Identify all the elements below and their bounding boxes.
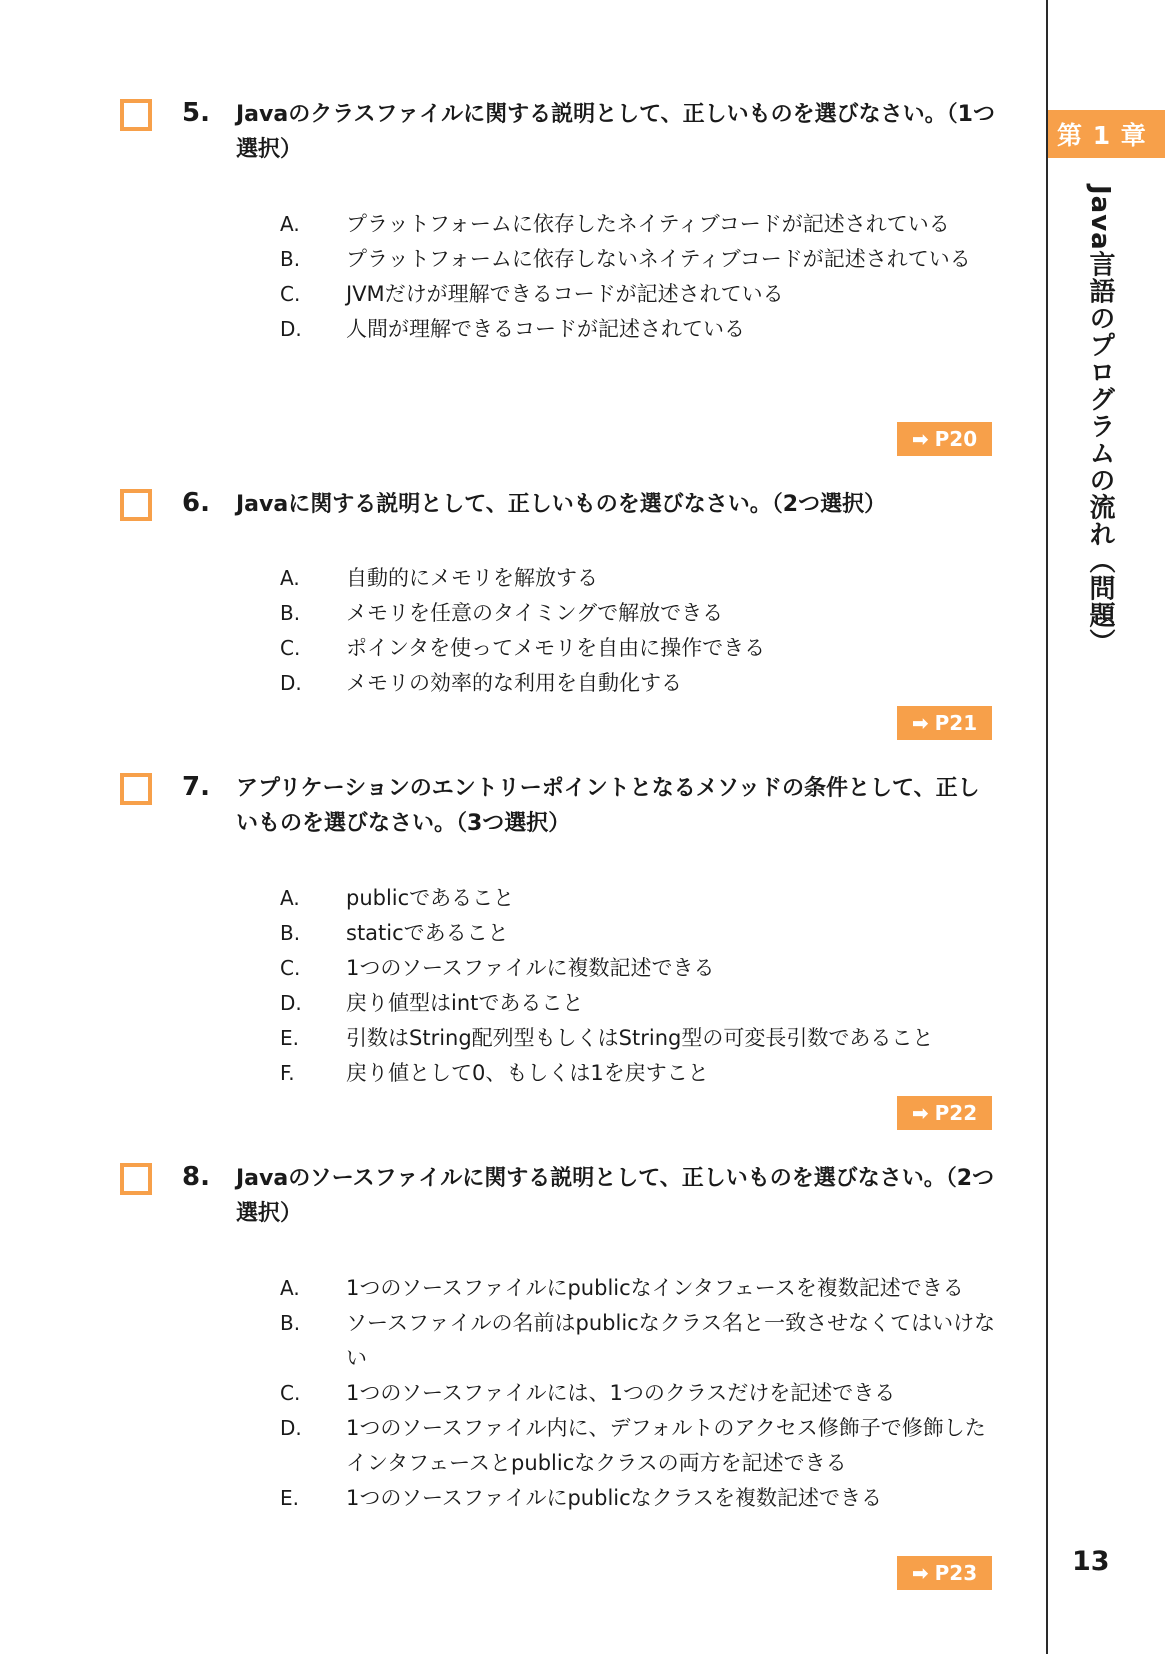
option-text: JVMだけが理解できるコードが記述されている [346, 282, 784, 306]
question-checkbox[interactable] [120, 773, 152, 805]
option-item [0, 916, 1000, 951]
option-item [0, 596, 1000, 631]
option-letter: D. [280, 1416, 302, 1440]
option-text: 1つのソースファイルに複数記述できる [346, 956, 715, 980]
page-reference-link[interactable] [897, 422, 992, 456]
option-text: メモリを任意のタイミングで解放できる [346, 601, 724, 625]
question-text: Javaに関する説明として、正しいものを選びなさい。（2つ選択） [236, 492, 887, 517]
option-letter: C. [280, 956, 301, 980]
option-text: 自動的にメモリを解放する [346, 566, 598, 590]
page-reference-link[interactable] [897, 1556, 992, 1590]
option-letter: A. [280, 212, 300, 236]
right-arrow-icon: ➡ [911, 1101, 929, 1125]
option-letter: D. [280, 671, 302, 695]
option-letter: B. [280, 247, 301, 271]
question-number: 7. [182, 772, 210, 802]
option-item [0, 242, 1000, 277]
option-letter: C. [280, 636, 301, 660]
option-letter: A. [280, 1276, 300, 1300]
option-text: 引数はString配列型もしくはString型の可変長引数であること [346, 1026, 934, 1050]
question-number: 5. [182, 98, 210, 128]
option-text: 戻り値型はintであること [346, 991, 584, 1015]
option-text: ソースファイルの名前はpublicなクラス名と一致させなくてはいけない [346, 1311, 996, 1370]
option-letter: A. [280, 886, 300, 910]
option-text: 1つのソースファイル内に、デフォルトのアクセス修飾子で修飾したインタフェースとpublicなクラスの両方を記述できる [346, 1416, 986, 1475]
option-text: 戻り値として0、もしくは1を戻すこと [346, 1061, 709, 1085]
question-checkbox[interactable] [120, 1163, 152, 1195]
page-reference-label: P22 [934, 1101, 978, 1125]
option-letter: C. [280, 282, 301, 306]
option-letter: B. [280, 1311, 301, 1335]
option-text: 1つのソースファイルにpublicなクラスを複数記述できる [346, 1486, 883, 1510]
option-list [0, 561, 1000, 701]
option-item [0, 666, 1000, 701]
option-item [0, 631, 1000, 666]
option-text: プラットフォームに依存しないネイティブコードが記述されている [346, 247, 971, 271]
option-item [0, 277, 1000, 312]
option-text: プラットフォームに依存したネイティブコードが記述されている [346, 212, 950, 236]
page-reference-label: P21 [934, 711, 978, 735]
option-text: staticであること [346, 921, 509, 945]
page-reference-label: P20 [934, 427, 978, 451]
option-text: 人間が理解できるコードが記述されている [346, 317, 745, 341]
option-text: 1つのソースファイルには、1つのクラスだけを記述できる [346, 1381, 896, 1405]
right-arrow-icon: ➡ [911, 427, 929, 451]
option-text: publicであること [346, 886, 515, 910]
option-item [0, 881, 1000, 916]
option-list [0, 881, 1000, 1091]
page-reference-link[interactable] [897, 706, 992, 740]
chapter-title: Java言語のプログラムの流れ（問題） [1085, 185, 1115, 656]
option-letter: A. [280, 566, 300, 590]
option-letter: E. [280, 1486, 299, 1510]
margin-divider [1046, 0, 1048, 1654]
option-item [0, 1376, 1000, 1411]
page-reference-link[interactable] [897, 1096, 992, 1130]
option-letter: D. [280, 317, 302, 341]
option-item [0, 1021, 1000, 1056]
option-item [0, 1306, 1000, 1376]
page-number: 13 [1072, 1546, 1110, 1577]
option-text: メモリの効率的な利用を自動化する [346, 671, 682, 695]
option-item [0, 561, 1000, 596]
option-text: 1つのソースファイルにpublicなインタフェースを複数記述できる [346, 1276, 964, 1300]
page-reference-label: P23 [934, 1561, 978, 1585]
option-list [0, 207, 1000, 347]
question-number: 8. [182, 1162, 210, 1192]
option-item [0, 1411, 1000, 1481]
question-text: Javaのソースファイルに関する説明として、正しいものを選びなさい。（2つ選択） [236, 1166, 995, 1226]
option-item [0, 1056, 1000, 1091]
question-checkbox[interactable] [120, 489, 152, 521]
option-letter: B. [280, 601, 301, 625]
option-item [0, 986, 1000, 1021]
option-letter: E. [280, 1026, 299, 1050]
question-checkbox[interactable] [120, 99, 152, 131]
right-arrow-icon: ➡ [911, 711, 929, 735]
option-letter: C. [280, 1381, 301, 1405]
option-letter: B. [280, 921, 301, 945]
chapter-tab: 第 1 章 [1048, 110, 1165, 158]
option-item [0, 207, 1000, 242]
option-item [0, 1271, 1000, 1306]
option-item [0, 1481, 1000, 1516]
option-list [0, 1271, 1000, 1516]
question-text: アプリケーションのエントリーポイントとなるメソッドの条件として、正しいものを選びなさい。（3つ選択） [236, 776, 980, 836]
option-letter: D. [280, 991, 302, 1015]
option-text: ポインタを使ってメモリを自由に操作できる [346, 636, 766, 660]
question-text: Javaのクラスファイルに関する説明として、正しいものを選びなさい。（1つ選択） [236, 102, 995, 162]
question-number: 6. [182, 488, 210, 518]
right-arrow-icon: ➡ [911, 1561, 929, 1585]
option-letter: F. [280, 1061, 295, 1085]
option-item [0, 951, 1000, 986]
option-item [0, 312, 1000, 347]
